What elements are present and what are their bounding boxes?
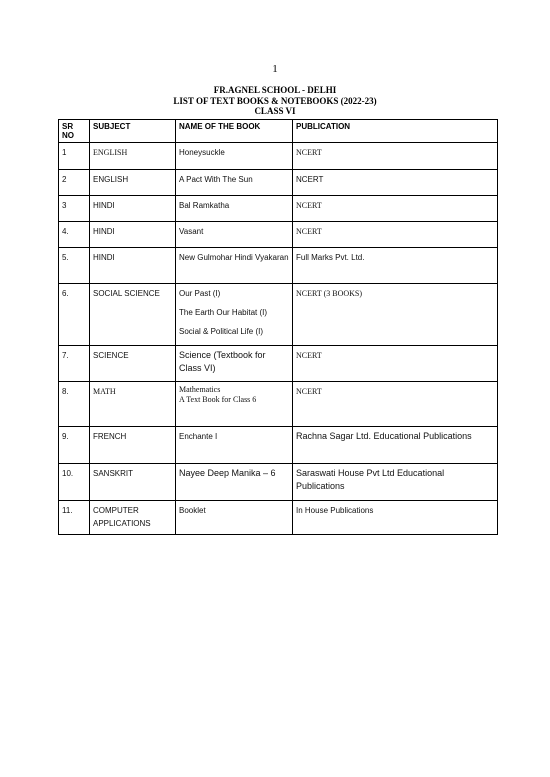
- book-cell: [176, 222, 293, 248]
- subject-cell: SANSKRIT: [90, 464, 176, 501]
- sr-no-cell: 5.: [59, 248, 90, 284]
- publication-cell: NCERT: [293, 196, 498, 222]
- subject-cell: HINDI: [90, 222, 176, 248]
- book-cell: [176, 464, 293, 501]
- book-cell: [176, 196, 293, 222]
- table-row: [59, 427, 498, 464]
- book-cell: [176, 248, 293, 284]
- header-book-name: NAME OF THE BOOK: [176, 120, 293, 143]
- book-cell: [176, 501, 293, 535]
- table-row: [59, 143, 498, 170]
- book-cell: [176, 427, 293, 464]
- publication-cell: NCERT: [293, 143, 498, 170]
- publication-cell: NCERT: [293, 170, 498, 196]
- subject-cell: FRENCH: [90, 427, 176, 464]
- subject-cell: SCIENCE: [90, 346, 176, 382]
- subject-cell: MATH: [90, 382, 176, 427]
- publication-cell: NCERT: [293, 346, 498, 382]
- sr-no-cell: 8.: [59, 382, 90, 427]
- book-cell: [176, 346, 293, 382]
- book-title: Bal Ramkatha: [179, 201, 230, 210]
- table-row: [59, 222, 498, 248]
- sr-no-cell: 7.: [59, 346, 90, 382]
- table-row: [59, 346, 498, 382]
- book-cell: [176, 170, 293, 196]
- publication-cell: Rachna Sagar Ltd. Educational Publications: [293, 427, 498, 464]
- header-sr-no: SR NO: [59, 120, 90, 143]
- publication-cell: NCERT (3 BOOKS): [293, 284, 498, 346]
- class-name: CLASS VI: [254, 106, 296, 116]
- subject-cell: HINDI: [90, 196, 176, 222]
- book-title: New Gulmohar Hindi Vyakaran: [179, 253, 289, 262]
- book-title: Honeysuckle: [179, 148, 225, 157]
- book-cell: [176, 143, 293, 170]
- subject-cell: ENGLISH: [90, 143, 176, 170]
- table-row: [59, 248, 498, 284]
- publication-cell: NCERT: [293, 222, 498, 248]
- subject-cell: SOCIAL SCIENCE: [90, 284, 176, 346]
- table-row: [59, 382, 498, 427]
- book-title: Nayee Deep Manika – 6: [179, 468, 276, 478]
- sr-no-cell: 11.: [59, 501, 90, 535]
- book-cell: [176, 382, 293, 427]
- book-title: Social & Political Life (I): [179, 327, 264, 336]
- book-title: Mathematics: [179, 385, 221, 394]
- sr-no-cell: 6.: [59, 284, 90, 346]
- subject-cell: HINDI: [90, 248, 176, 284]
- sr-no-cell: 9.: [59, 427, 90, 464]
- publication-cell: In House Publications: [293, 501, 498, 535]
- header-subject: SUBJECT: [90, 120, 176, 143]
- sr-no-cell: 2: [59, 170, 90, 196]
- book-title: Enchante I: [179, 432, 218, 441]
- book-title: Vasant: [179, 227, 204, 236]
- book-cell: [176, 284, 293, 346]
- sr-no-cell: 1: [59, 143, 90, 170]
- header-publication: PUBLICATION: [293, 120, 498, 143]
- book-title: Science (Textbook for Class VI): [179, 350, 266, 373]
- page-number: 1: [272, 63, 278, 75]
- publication-cell: NCERT: [293, 382, 498, 427]
- sr-no-cell: 3: [59, 196, 90, 222]
- book-title: Booklet: [179, 506, 206, 515]
- school-name: FR.AGNEL SCHOOL - DELHI: [213, 85, 337, 95]
- book-title: A Text Book for Class 6: [179, 395, 257, 404]
- table-row: [59, 196, 498, 222]
- table-row: [59, 464, 498, 501]
- table-row: [59, 501, 498, 535]
- subject-cell: COMPUTER APPLICATIONS: [90, 501, 176, 535]
- book-title: The Earth Our Habitat (I): [179, 308, 268, 317]
- list-title: LIST OF TEXT BOOKS & NOTEBOOKS (2022-23): [173, 95, 377, 106]
- book-title: Our Past (I): [179, 289, 221, 298]
- table-row: [59, 170, 498, 196]
- book-title: A Pact With The Sun: [179, 175, 253, 184]
- table-row: [59, 284, 498, 346]
- table-header-row: [59, 120, 498, 143]
- subject-cell: ENGLISH: [90, 170, 176, 196]
- textbook-table: [58, 119, 498, 535]
- document-heading: [0, 85, 550, 117]
- sr-no-cell: 4.: [59, 222, 90, 248]
- publication-cell: Saraswati House Pvt Ltd Educational Publications: [293, 464, 498, 501]
- publication-cell: Full Marks Pvt. Ltd.: [293, 248, 498, 284]
- sr-no-cell: 10.: [59, 464, 90, 501]
